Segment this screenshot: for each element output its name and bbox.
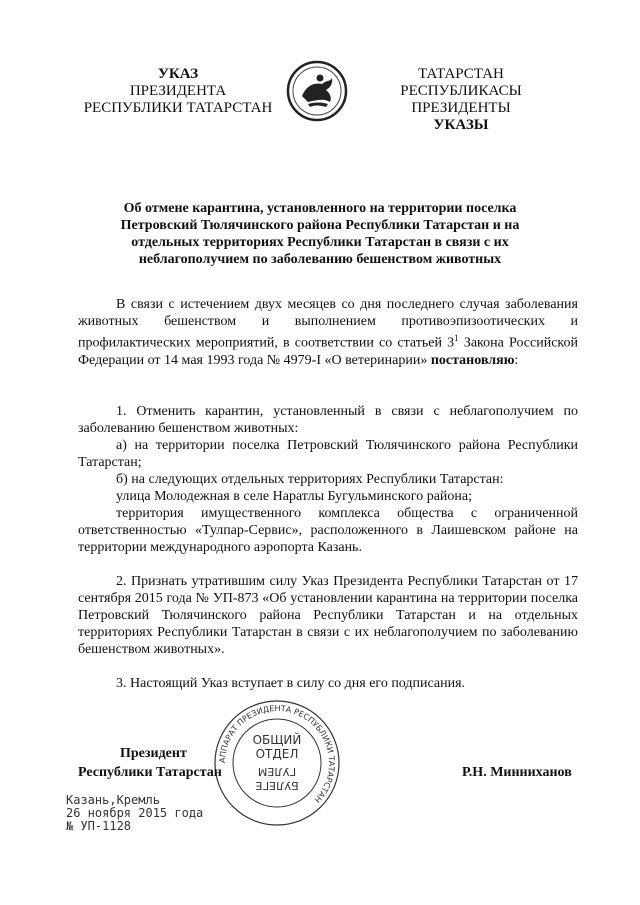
header-left-line3: РЕСПУБЛИКИ ТАТАРСТАН bbox=[83, 100, 273, 116]
preamble-text: В связи с истечением двух месяцев со дня последнего случая заболевания животных бешенством и выполнением противоэпизоотических и профилактических мероприятий, в соответствии со статьей 3 bbox=[78, 297, 578, 351]
item-1a: а) на территории поселка Петровский Тюлячинского района Республики Татарстан; bbox=[78, 437, 578, 470]
stamp-line4: БУЛЕГЕ bbox=[255, 779, 299, 792]
item-1b-1: улица Молодежная в селе Наратлы Бугульминского района; bbox=[116, 488, 473, 504]
signatory-title-1: Президент bbox=[120, 746, 187, 761]
item-1: 1. Отменить карантин, установленный в связи с неблагополучием по заболеванию бешенством животных: bbox=[78, 403, 578, 436]
stamp-ring-path: АППАРАТ ПРЕЗИДЕНТА РЕСПУБЛИКИ ТАТАРСТАН bbox=[217, 703, 337, 805]
preamble bbox=[78, 296, 578, 369]
item-2: 2. Признать утратившим силу Указ Президента Республики Татарстан от 17 сентября 2015 года № УП-873 «Об установлении карантина на территории поселка Петровский Тюлячинского района Республики Татарстан и на отдельных территориях Республики Татарстан в связи с их неблагополучием по заболеванию бешенством животных». bbox=[78, 573, 578, 657]
footer-number: № УП-1128 bbox=[66, 819, 132, 833]
item-1b: б) на следующих отдельных территориях Республики Татарстан: bbox=[116, 471, 504, 487]
item-1b-2: территория имущественного комплекса общества с ограниченной ответственностью «Тулпар-Сервис», расположенного в Лаишевском районе на территории международного аэропорта Казань. bbox=[78, 505, 578, 555]
decree-word: постановляю bbox=[430, 352, 515, 368]
header-left bbox=[78, 66, 278, 117]
signatory-title-2: Республики Татарстан bbox=[78, 765, 222, 780]
footer-place: Казань,Кремль bbox=[66, 793, 160, 807]
header-left-line1: УКАЗ bbox=[157, 66, 199, 82]
coat-of-arms-icon bbox=[286, 60, 348, 122]
decree-colon: : bbox=[514, 352, 519, 368]
signatory-name: Р.Н. Минниханов bbox=[462, 765, 572, 780]
item-3: 3. Настоящий Указ вступает в силу со дня его подписания. bbox=[116, 675, 466, 691]
header-right bbox=[356, 66, 566, 134]
header-right-line2: ПРЕЗИДЕНТЫ bbox=[411, 100, 511, 116]
decree-title: Об отмене карантина, установленного на территории поселка Петровский Тюлячинского района Республики Татарстан и на отдельных территориях Республики Татарстан в связи с их неблагополучием по заболеванию бешенством животных bbox=[120, 201, 520, 267]
seal-stamp bbox=[212, 698, 342, 828]
stamp-line2: ОТДЕЛ bbox=[255, 747, 299, 761]
header-right-line1: ТАТАРСТАН РЕСПУБЛИКАСЫ bbox=[400, 66, 522, 99]
header-left-line2: ПРЕЗИДЕНТА bbox=[129, 83, 227, 99]
preamble-sup: 1 bbox=[454, 333, 459, 343]
preamble-text2: Закона Российской Федерации от 14 мая 1993 года № 4979-I «О ветеринарии» bbox=[78, 335, 578, 368]
stamp-line3: ГУЛЕМ bbox=[257, 765, 297, 778]
footer-block bbox=[66, 794, 203, 833]
header-right-line3: УКАЗЫ bbox=[433, 117, 489, 133]
decree-body bbox=[78, 296, 578, 692]
footer-date: 26 ноября 2015 года bbox=[66, 806, 204, 820]
stamp-line1: ОБЩИЙ bbox=[252, 733, 302, 747]
